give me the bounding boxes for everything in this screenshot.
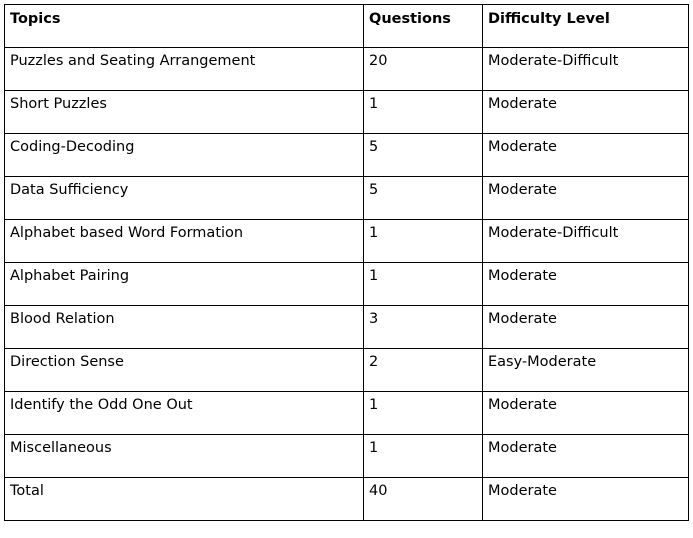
table-row: [5, 263, 689, 306]
table-row: [5, 306, 689, 349]
cell-questions: 1: [364, 91, 483, 134]
cell-topic: Miscellaneous: [5, 435, 364, 478]
document-area: [4, 4, 689, 521]
cell-difficulty: Easy-Moderate: [483, 349, 689, 392]
cell-topic: Coding-Decoding: [5, 134, 364, 177]
table-header-row: [5, 5, 689, 48]
table-row: [5, 177, 689, 220]
cell-topic: Blood Relation: [5, 306, 364, 349]
table-row: [5, 91, 689, 134]
cell-questions: 1: [364, 435, 483, 478]
cell-questions: 40: [364, 478, 483, 521]
table-row: [5, 349, 689, 392]
cell-topic: Alphabet based Word Formation: [5, 220, 364, 263]
cell-difficulty: Moderate: [483, 177, 689, 220]
cell-difficulty: Moderate-Difficult: [483, 220, 689, 263]
topics-table: [4, 4, 689, 521]
cell-questions: 5: [364, 177, 483, 220]
table-row: [5, 392, 689, 435]
cell-questions: 1: [364, 392, 483, 435]
cell-topic: Data Sufficiency: [5, 177, 364, 220]
cell-questions: 2: [364, 349, 483, 392]
header-difficulty-level: Difficulty Level: [483, 5, 689, 48]
cell-topic: Alphabet Pairing: [5, 263, 364, 306]
cell-questions: 1: [364, 220, 483, 263]
cell-difficulty: Moderate: [483, 91, 689, 134]
cell-difficulty: Moderate: [483, 392, 689, 435]
cell-questions: 3: [364, 306, 483, 349]
cell-topic: Short Puzzles: [5, 91, 364, 134]
cell-questions: 5: [364, 134, 483, 177]
cell-difficulty: Moderate: [483, 306, 689, 349]
cell-difficulty: Moderate: [483, 263, 689, 306]
table-row: [5, 48, 689, 91]
header-topics: Topics: [5, 5, 364, 48]
cell-questions: 1: [364, 263, 483, 306]
cell-topic: Identify the Odd One Out: [5, 392, 364, 435]
cell-topic: Puzzles and Seating Arrangement: [5, 48, 364, 91]
table-row-total: [5, 478, 689, 521]
cell-topic: Total: [5, 478, 364, 521]
table-row: [5, 134, 689, 177]
table-row: [5, 220, 689, 263]
cell-difficulty: Moderate: [483, 478, 689, 521]
cell-difficulty: Moderate: [483, 134, 689, 177]
cell-questions: 20: [364, 48, 483, 91]
header-questions: Questions: [364, 5, 483, 48]
cell-topic: Direction Sense: [5, 349, 364, 392]
table-row: [5, 435, 689, 478]
cell-difficulty: Moderate: [483, 435, 689, 478]
cell-difficulty: Moderate-Difficult: [483, 48, 689, 91]
